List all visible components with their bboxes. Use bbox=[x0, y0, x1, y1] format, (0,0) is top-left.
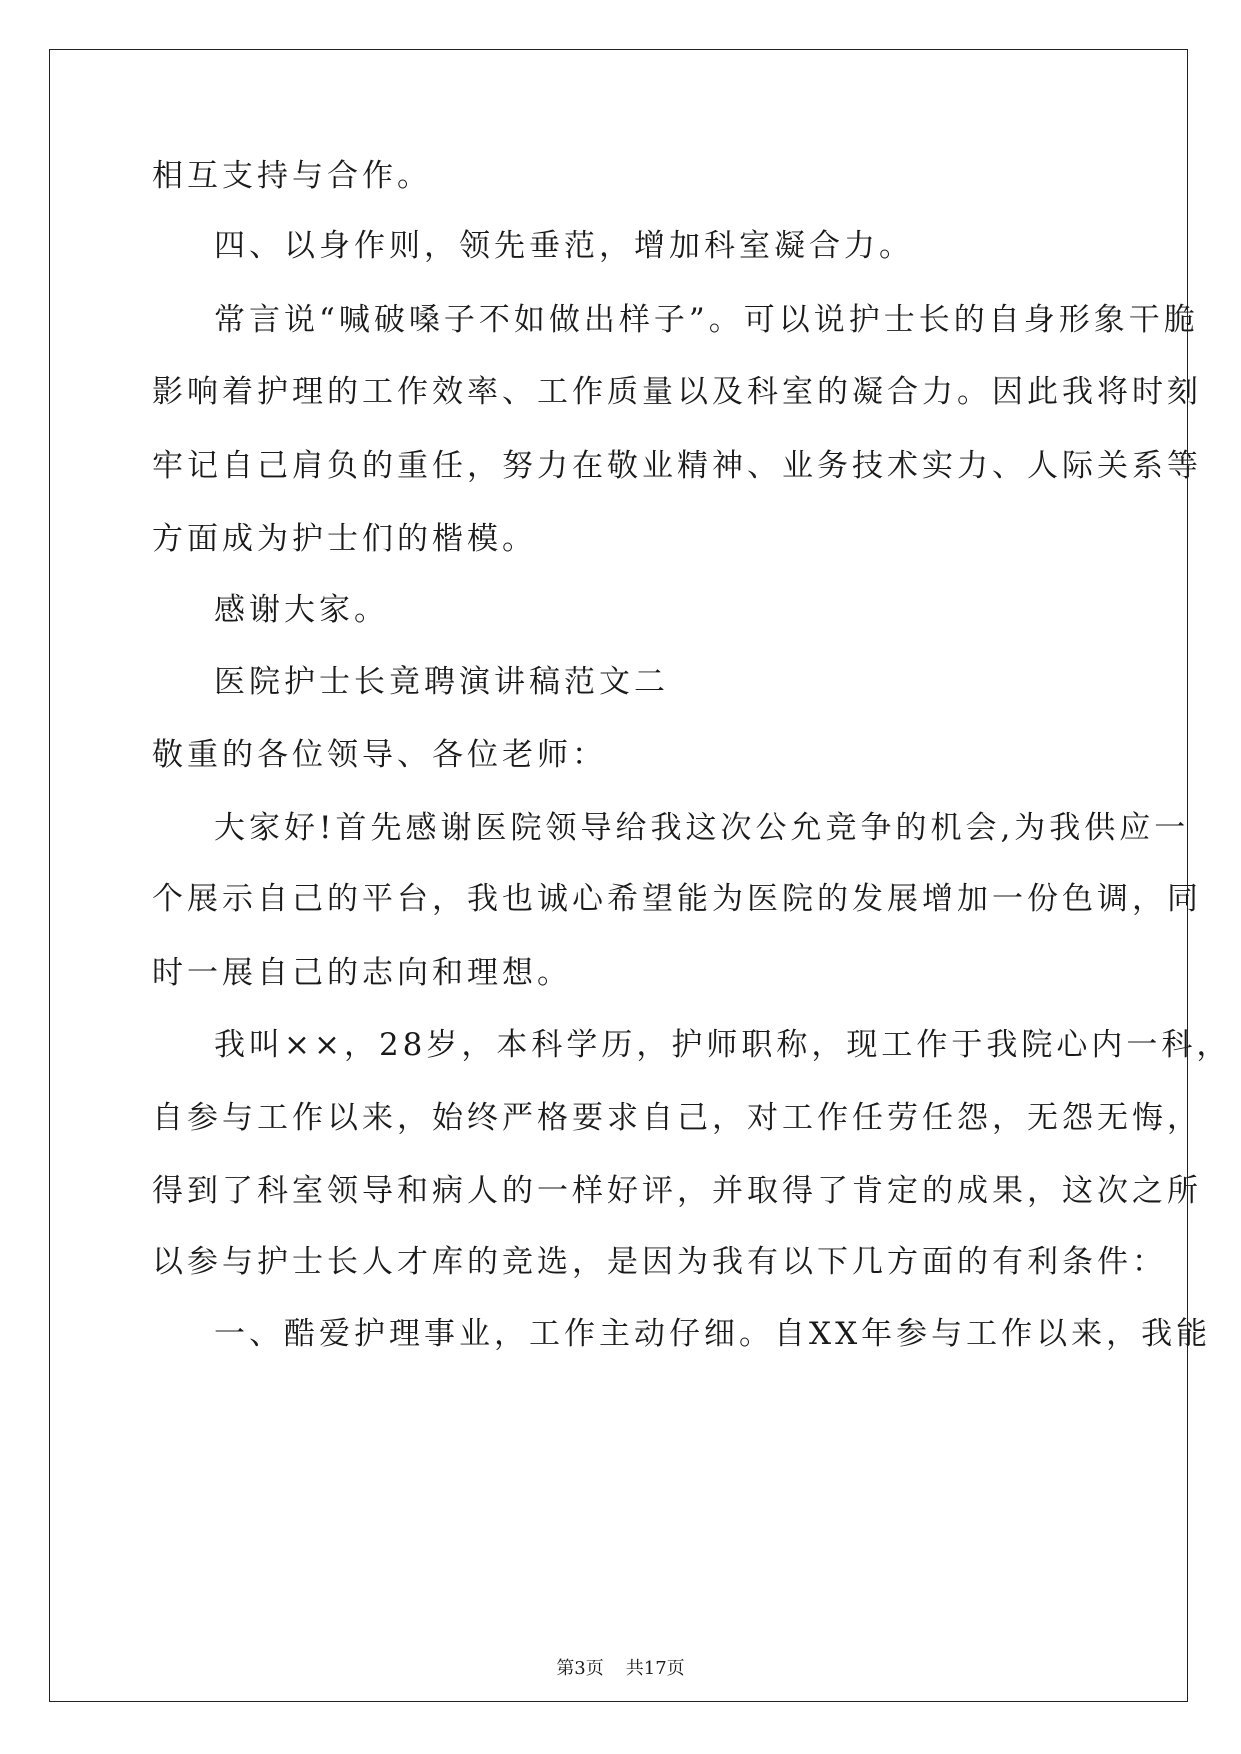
section-heading: 四、以身作则，领先垂范，增加科室凝合力。 bbox=[214, 228, 914, 264]
page-total: 共17页 bbox=[625, 1658, 685, 1679]
article-title: 医院护士长竟聘演讲稿范文二 bbox=[214, 664, 669, 700]
text-line: 时一展自己的志向和理想。 bbox=[152, 955, 572, 991]
page-border bbox=[49, 49, 1188, 1702]
page-number: 第3页 bbox=[556, 1658, 604, 1679]
text-line: 一、酷爱护理事业，工作主动仔细。自XX年参与工作以来，我能 bbox=[214, 1316, 1212, 1352]
text-line: 我叫××，28岁，本科学历，护师职称，现工作于我院心内一科， bbox=[214, 1027, 1232, 1063]
text-line: 以参与护士长人才库的竞选，是因为我有以下几方面的有利条件： bbox=[152, 1244, 1167, 1280]
text-line: 得到了科室领导和病人的一样好评，并取得了肯定的成果，这次之所 bbox=[152, 1173, 1202, 1209]
text-line: 相互支持与合作。 bbox=[152, 158, 432, 194]
text-line: 常言说“喊破嗓子不如做出样子”。可以说护士长的自身形象干脆 bbox=[214, 302, 1199, 338]
text-line: 牢记自己肩负的重任，努力在敬业精神、业务技术实力、人际关系等 bbox=[152, 448, 1202, 484]
text-line: 自参与工作以来，始终严格要求自己，对工作任劳任怨，无怨无悔， bbox=[152, 1100, 1202, 1136]
salutation: 敬重的各位领导、各位老师： bbox=[152, 737, 607, 773]
text-line: 大家好!首先感谢医院领导给我这次公允竞争的机会,为我供应一 bbox=[214, 810, 1190, 846]
text-line: 影响着护理的工作效率、工作质量以及科室的凝合力。因此我将时刻 bbox=[152, 374, 1202, 410]
page-footer bbox=[0, 1658, 1241, 1680]
text-line: 感谢大家。 bbox=[214, 592, 389, 628]
text-line: 个展示自己的平台，我也诚心希望能为医院的发展增加一份色调，同 bbox=[152, 881, 1202, 917]
text-line: 方面成为护士们的楷模。 bbox=[152, 521, 537, 557]
